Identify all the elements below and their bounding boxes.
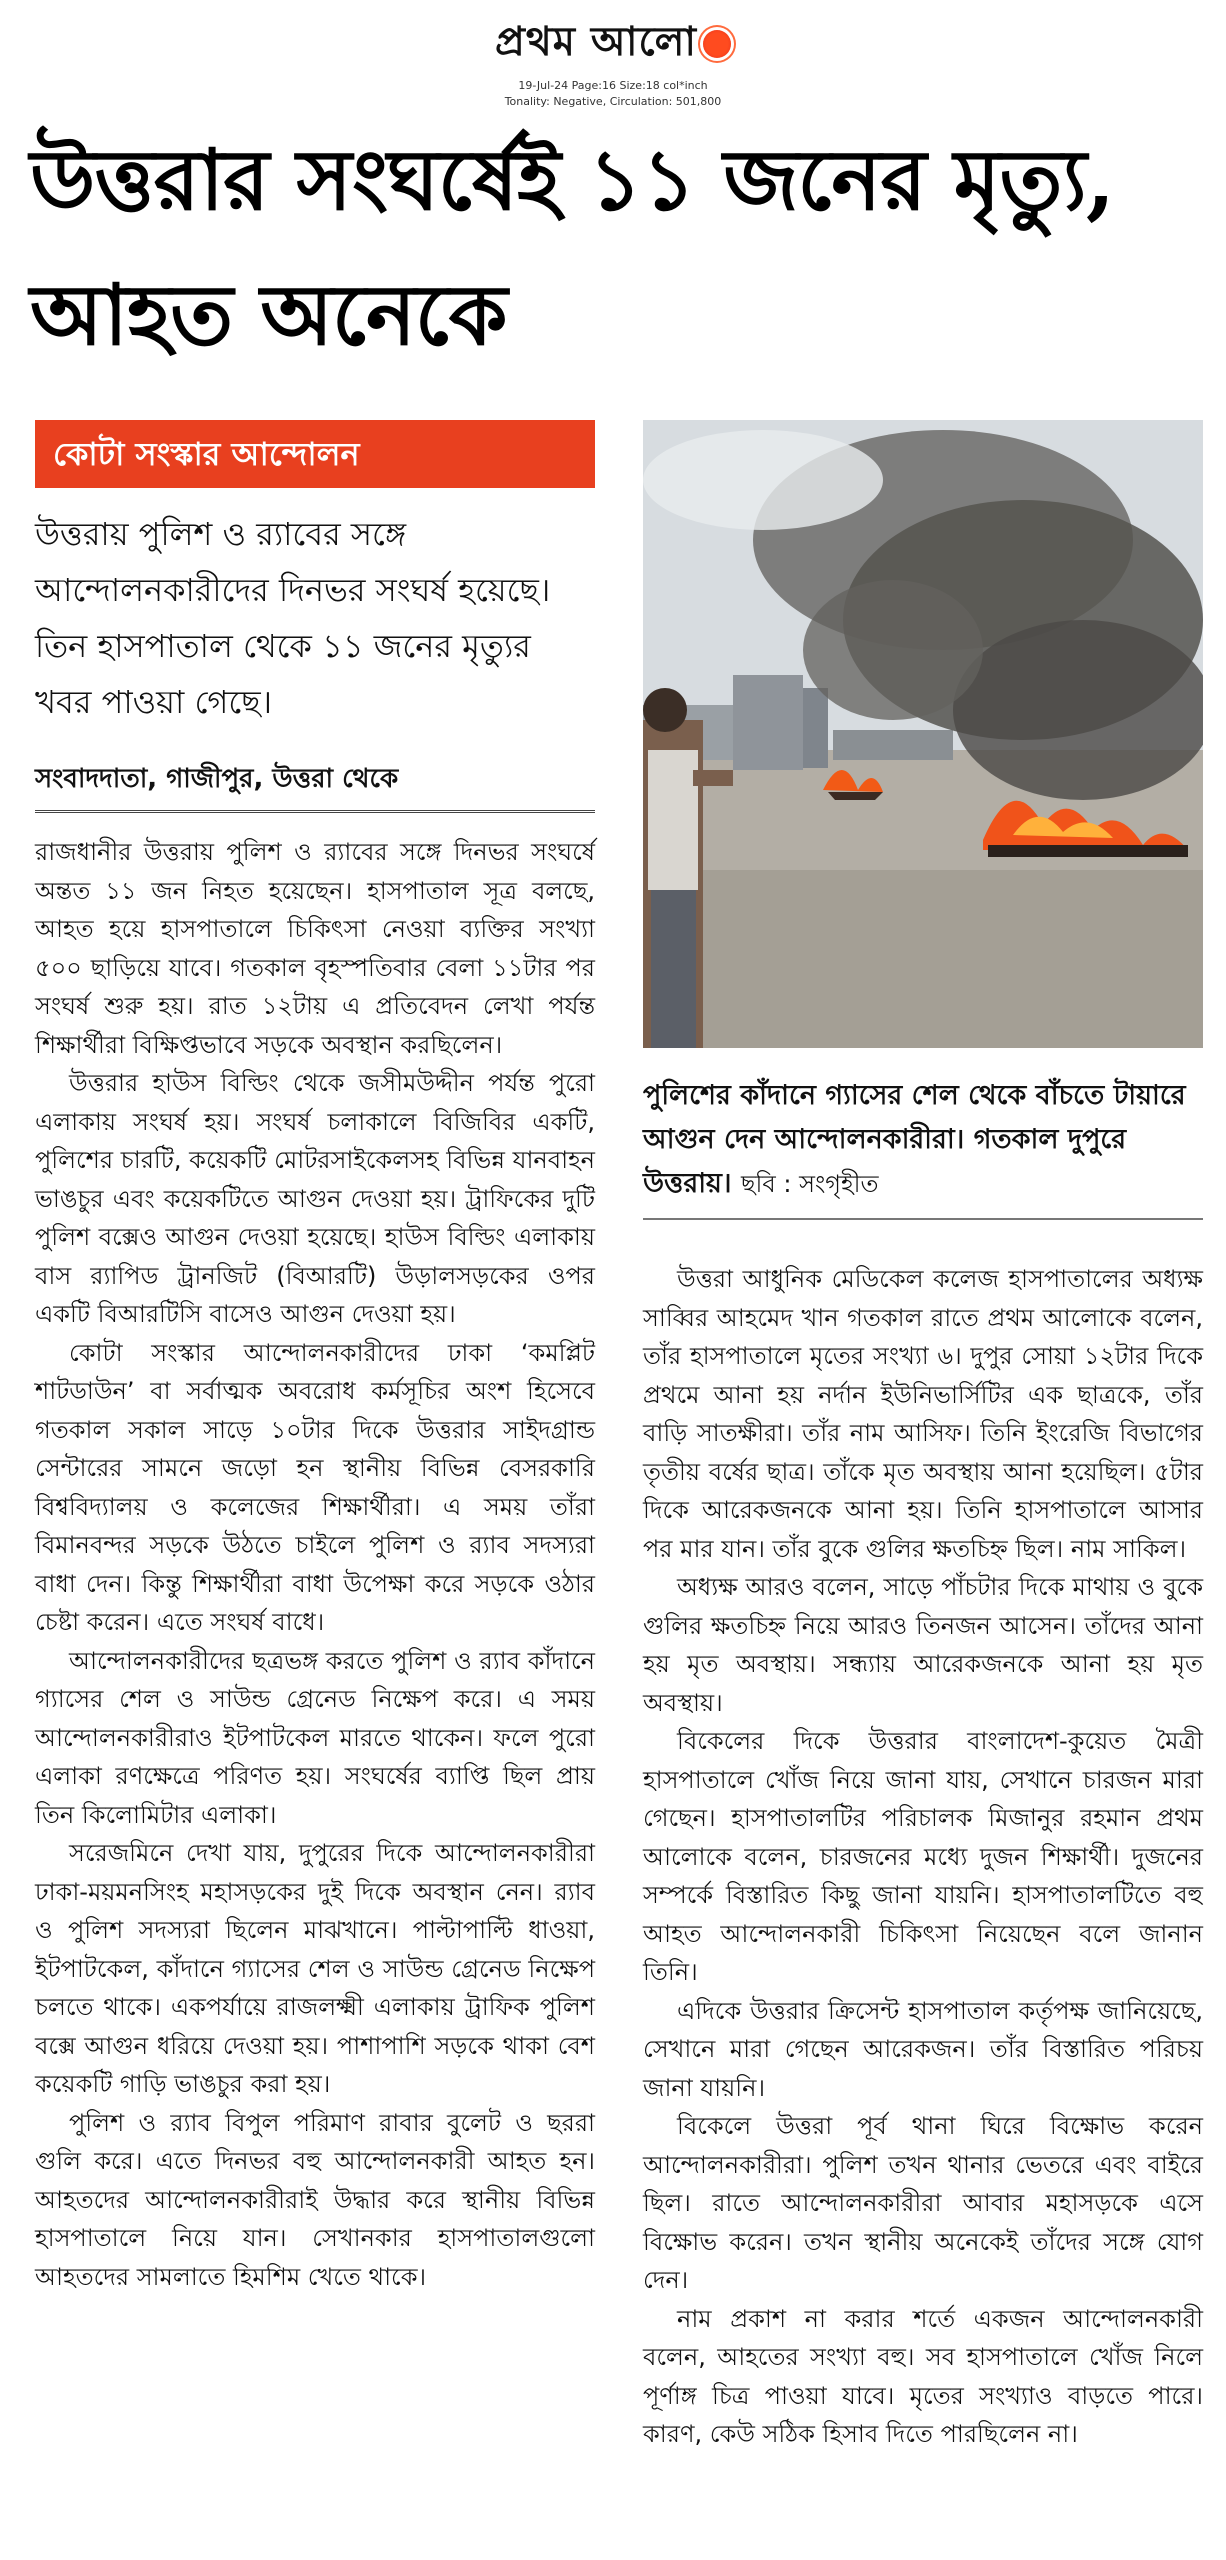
sun-icon xyxy=(703,30,731,58)
body-paragraph: বিকেলে উত্তরা পূর্ব থানা ঘিরে বিক্ষোভ করেন আন্দোলনকারীরা। পুলিশ তখন থানার ভেতরে এবং বাইরে ছিল। রাতে আন্দোলনকারীরা আবার মহাসড়কে এসে বিক্ষোভ করেন। তখন স্থানীয় অনেকেই তাঁদের সঙ্গে যোগ দেন। xyxy=(643,2112,1203,2294)
byline: সংবাদদাতা, গাজীপুর, উত্তরা থেকে xyxy=(35,760,595,813)
clip-info: 19-Jul-24 Page:16 Size:18 col*inch xyxy=(518,79,708,92)
photo-credit: ছবি : সংগৃহীত xyxy=(741,1170,879,1198)
masthead xyxy=(0,10,1226,109)
right-column xyxy=(643,420,1203,2454)
left-column xyxy=(35,420,595,2296)
article-summary: উত্তরায় পুলিশ ও র‍্যাবের সঙ্গে আন্দোলনকারীদের দিনভর সংঘর্ষ হয়েছে। তিন হাসপাতাল থেকে ১১ জনের মৃত্যুর খবর পাওয়া গেছে। xyxy=(35,515,551,721)
body-paragraph: বিকেলের দিকে উত্তরার বাংলাদেশ-কুয়েত মৈত্রী হাসপাতালে খোঁজ নিয়ে জানা যায়, সেখানে চারজন মারা গেছেন। হাসপাতালটির পরিচালক মিজানুর রহমান প্রথম আলোকে বলেন, চারজনের মধ্যে দুজন শিক্ষার্থী। দুজনের সম্পর্কে বিস্তারিত কিছু জানা যায়নি। হাসপাতালটিতে বহু আহত আন্দোলনকারী চিকিৎসা নিয়েছেন বলে জানান তিনি। xyxy=(643,1727,1203,1986)
body-paragraph: নাম প্রকাশ না করার শর্তে একজন আন্দোলনকারী বলেন, আহতের সংখ্যা বহু। সব হাসপাতালে খোঁজ নিলে পূর্ণাঙ্গ চিত্র পাওয়া যাবে। মৃতের সংখ্যাও বাড়তে পারে। কারণ, কেউ সঠিক হিসাব দিতে পারছিলেন না। xyxy=(643,2304,1203,2448)
logo-text: প্রথম আলো xyxy=(494,18,698,65)
newspaper-logo xyxy=(495,10,731,77)
body-paragraph: পুলিশ ও র‍্যাব বিপুল পরিমাণ রাবার বুলেট ও ছররা গুলি করে। এতে দিনভর বহু আন্দোলনকারী আহত হন। আহতদের আন্দোলনকারীরাই উদ্ধার করে স্থানীয় বিভিন্ন হাসপাতালে নিয়ে যান। সেখানকার হাসপাতালগুলো আহতদের সামলাতে হিমশিম খেতে থাকে। xyxy=(35,2108,595,2291)
body-paragraph: এদিকে উত্তরার ক্রিসেন্ট হাসপাতাল কর্তৃপক্ষ জানিয়েছে, সেখানে মারা গেছেন আরেকজন। তাঁর বিস্তারিত পরিচয় জানা যায়নি। xyxy=(643,1996,1203,2102)
photo-illustration xyxy=(643,420,1203,1048)
body-paragraph: সরেজমিনে দেখা যায়, দুপুরের দিকে আন্দোলনকারীরা ঢাকা-ময়মনসিংহ মহাসড়কের দুই দিকে অবস্থান নেন। র‍্যাব ও পুলিশ সদস্যরা ছিলেন মাঝখানে। পাল্টাপাল্টি ধাওয়া, ইটপাটকেল, কাঁদানে গ্যাসের শেল ও সাউন্ড গ্রেনেড নিক্ষেপ চলতে থাকে। একপর্যায়ে রাজলক্ষ্মী এলাকায় ট্রাফিক পুলিশ বক্সে আগুন ধরিয়ে দেওয়া হয়। পাশাপাশি সড়কে থাকা বেশ কয়েকটি গাড়ি ভাঙচুর করা হয়। xyxy=(35,1839,595,2098)
protest-photo xyxy=(643,420,1203,1048)
body-paragraph: উত্তরার হাউস বিল্ডিং থেকে জসীমউদ্দীন পর্যন্ত পুরো এলাকায় সংঘর্ষ হয়। সংঘর্ষ চলাকালে বিজিবির একটি, পুলিশের চারটি, কয়েকটি মোটরসাইকেলসহ বিভিন্ন যানবাহন ভাঙচুর এবং কয়েকটিতে আগুন দেওয়া হয়। ট্রাফিকের দুটি পুলিশ বক্সেও আগুন দেওয়া হয়েছে। হাউস বিল্ডিং এলাকায় বাস র‍্যাপিড ট্রানজিট (বিআরটি) উড়ালসড়কের ওপর একটি বিআরটিসি বাসেও আগুন দেওয়া হয়। xyxy=(35,1069,595,1328)
clip-stats: Tonality: Negative, Circulation: 501,800 xyxy=(504,95,722,108)
caption-text: পুলিশের কাঁদানে গ্যাসের শেল থেকে বাঁচতে টায়ারে আগুন দেন আন্দোলনকারীরা। গতকাল দুপুরে উত্তরায়। xyxy=(643,1080,1186,1199)
body-paragraph: রাজধানীর উত্তরায় পুলিশ ও র‍্যাবের সঙ্গে দিনভর সংঘর্ষে অন্তত ১১ জন নিহত হয়েছেন। হাসপাতাল সূত্র বলছে, আহত হয়ে হাসপাতালে চিকিৎসা নেওয়া ব্যক্তির সংখ্যা ৫০০ ছাড়িয়ে যাবে। গতকাল বৃহস্পতিবার বেলা ১১টার পর সংঘর্ষ শুরু হয়। রাত ১২টায় এ প্রতিবেদন লেখা পর্যন্ত শিক্ষার্থীরা বিক্ষিপ্তভাবে সড়কে অবস্থান করছিলেন। xyxy=(35,838,595,1059)
body-paragraph: আন্দোলনকারীদের ছত্রভঙ্গ করতে পুলিশ ও র‍্যাব কাঁদানে গ্যাসের শেল ও সাউন্ড গ্রেনেড নিক্ষেপ করে। এ সময় আন্দোলনকারীরাও ইটপাটকেল মারতে থাকেন। ফলে পুরো এলাকা রণক্ষেত্রে পরিণত হয়। সংঘর্ষের ব্যাপ্তি ছিল প্রায় তিন কিলোমিটার এলাকা। xyxy=(35,1646,595,1829)
kicker-label: কোটা সংস্কার আন্দোলন xyxy=(35,420,595,488)
body-paragraph: অধ্যক্ষ আরও বলেন, সাড়ে পাঁচটার দিকে মাথায় ও বুকে গুলির ক্ষতচিহ্ন নিয়ে আরও তিনজন আসেন। তাঁদের আনা হয় মৃত অবস্থায়। সন্ধ্যায় আরেকজনকে আনা হয় মৃত অবস্থায়। xyxy=(643,1573,1203,1717)
article-body-right xyxy=(643,1260,1203,2454)
photo-caption xyxy=(643,1074,1203,1220)
body-paragraph: কোটা সংস্কার আন্দোলনকারীদের ঢাকা ‘কমপ্লিট শাটডাউন’ বা সর্বাত্মক অবরোধ কর্মসূচির অংশ হিসেবে গতকাল সকাল সাড়ে ১০টার দিকে উত্তরার সাইদগ্রান্ড সেন্টারের সামনে জড়ো হন স্থানীয় বিভিন্ন বেসরকারি বিশ্ববিদ্যালয় ও কলেজের শিক্ষার্থীরা। এ সময় তাঁরা বিমানবন্দর সড়কে উঠতে চাইলে পুলিশ ও র‍্যাব সদস্যরা বাধা দেন। কিন্তু শিক্ষার্থীরা বাধা উপেক্ষা করে সড়কে ওঠার চেষ্টা করেন। এতে সংঘর্ষ বাধে। xyxy=(35,1338,595,1636)
body-paragraph: উত্তরা আধুনিক মেডিকেল কলেজ হাসপাতালের অধ্যক্ষ সাব্বির আহমেদ খান গতকাল রাতে প্রথম আলোকে বলেন, তাঁর হাসপাতালে মৃতের সংখ্যা ৬। দুপুর সোয়া ১২টার দিকে প্রথমে আনা হয় নর্দান ইউনিভার্সিটির এক ছাত্রকে, তাঁর বাড়ি সাতক্ষীরা। তাঁর নাম আসিফ। তিনি ইংরেজি বিভাগের তৃতীয় বর্ষের ছাত্র। তাঁকে মৃত অবস্থায় আনা হয়েছিল। ৫টার দিকে আরেকজনকে আনা হয়। তিনি হাসপাতালে আসার পর মার যান। তাঁর বুকে গুলির ক্ষতচিহ্ন ছিল। নাম সাকিল। xyxy=(643,1265,1203,1563)
article-body-left xyxy=(35,833,595,2296)
headline: উত্তরার সংঘর্ষেই ১১ জনের মৃত্যু, আহত অনেকে xyxy=(30,130,1115,364)
